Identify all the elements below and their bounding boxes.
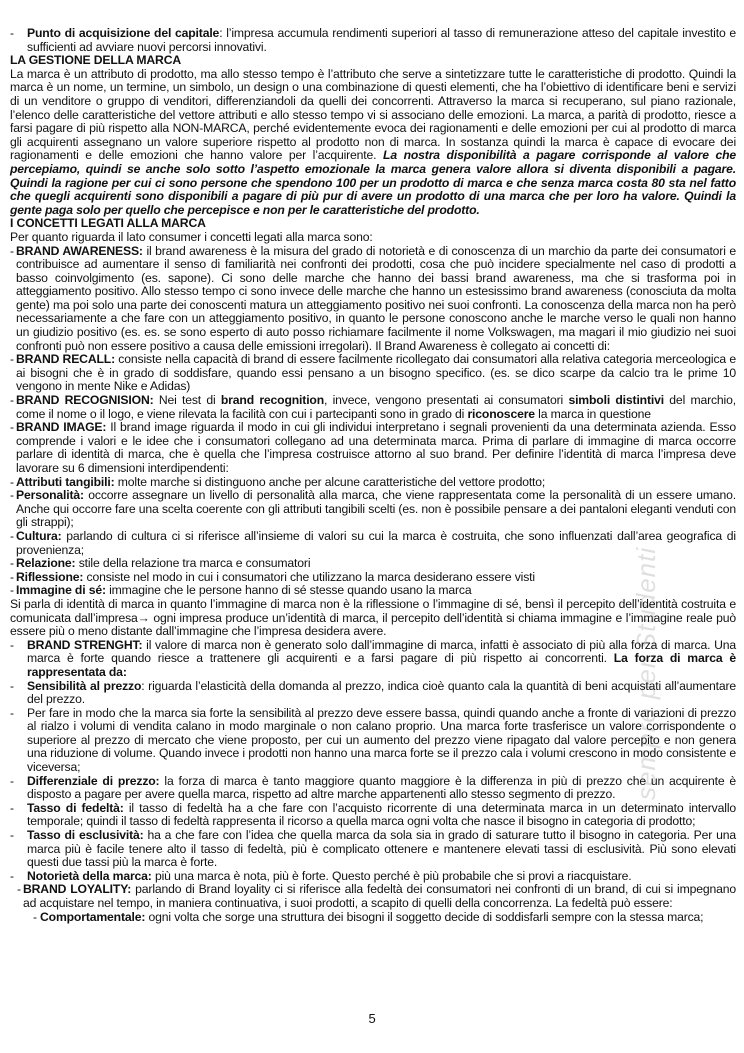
list-item: [10, 476, 736, 490]
text-run: parlando di Brand loyality ci si riferisce alla fedeltà dei consumatori nei confronti di un brand, di cui si impegnano ad acquistare nel tempo, in maniera continuativa, i suoi prodotti, a scapito di quelli della concorrenza. La fedeltà può essere:: [23, 882, 736, 910]
text-run: del marchio, come il nome o il logo, e viene rilevata la facilità con cui i partecipanti sono in grado di: [16, 393, 736, 421]
bold-text: BRAND RECOGNISION:: [16, 393, 154, 408]
list-item: [10, 421, 736, 475]
text-run: più una marca è nota, più è forte. Questo perché è più probabile che si provi a riacquistare.: [151, 868, 632, 883]
text-run: il valore di marca non è generato solo dall’immagine di marca, infatti è associato di più alla forza di marca. Una marca è forte quando riesce a trattenere gli acquirenti e a farsi pagare di più rispetto ai concorrenti.: [27, 637, 736, 666]
list-item: [10, 530, 736, 557]
text-run: : l’impresa accumula rendimenti superiori al tasso di remunerazione atteso del capitale investito e sufficienti ad avviare nuovi percorsi innovativi.: [27, 26, 737, 54]
bold-text: BRAND STRENGHT:: [27, 637, 143, 652]
bold-text: Tasso di fedeltà:: [27, 800, 124, 815]
text-run: La marca è un attributo di prodotto, ma allo stesso tempo è l’attributo che serve a sintetizzare tutte le caratteristiche di prodotto. Quindi la marca è un nome, un termine, un simbolo, un design o una combinazione di questi elementi, che ha l’obiettivo di identificare beni e servizi di un venditore o gruppo di venditori, differenziandoli da quelli dei concorrenti. Attraverso la marca si recuperano, sul piano razionale, l’elenco delle caratteristiche del vettore attributi e allo stesso tempo vi si associano delle emozioni. La marca, a parità di prodotto, riesce a farsi pagare di più rispetto alla NON-MARCA, perché evidentemente evoca dei ragionamenti e delle emozioni per cui al prodotto di marca gli acquirenti assegnano un valore superiore rispetto al prodotto non di marca. In sostanza quindi la marca è capace di evocare dei ragionamenti e delle emozioni che hanno valore per l’acquirente.: [10, 66, 736, 163]
bold-text: Notorietà della marca:: [27, 868, 152, 883]
bold-text: BRAND LOYALITY:: [23, 882, 132, 897]
bold-text: Sensibilità al prezzo: [27, 678, 142, 693]
list-item: [10, 639, 736, 680]
text-run: Per quanto riguarda il lato consumer i concetti legati alla marca sono:: [10, 229, 373, 244]
list-item: [10, 883, 736, 910]
list-item: [10, 571, 736, 585]
text-run: I CONCETTI LEGATI ALLA MARCA: [10, 216, 206, 231]
list-item: [10, 489, 736, 530]
list-item: [10, 911, 736, 925]
list-item: [10, 870, 736, 884]
list-item: [10, 584, 736, 598]
text-run: la forza di marca è tanto maggiore quanto maggiore è la differenza in più di prezzo che un acquirente è disposto a pagare per avere quella marca, rispetto ad altre marche appartenenti allo stesso segmento di prezzo.: [27, 773, 737, 802]
text-run: ha a che fare con l’idea che quella marca da sola sia in grado di saturare tutto il bisogno in categoria. Per una marca più è facile tenere alto il tasso di fedeltà, più è complicato ottenere e mantenere elevati tassi di esclusività. Più sono elevati questi due tassi più la marca è forte.: [27, 828, 736, 870]
text-run: consiste nella capacità di brand di essere facilmente ricollegato dai consumatori alla relativa categoria merceologica e ai bisogni che è in grado di soddisfare, quando essi pensano a un bisogno specifico. (es. se dico scarpe da calcio tra le prime 10 vengono in mente Nike e Adidas): [16, 352, 736, 394]
bold-text: La nostra disponibilità a pagare corrisponde al valore che percepiamo, quindi se anche solo sotto l’aspetto emozionale la marca genera valore allora si diventa disponibili a pagare. Quindi la ragione per cui ci sono persone che spendono 100 per un prodotto di marca e che senza marca costa 80 sta nel fatto che quegli acquirenti sono disponibili a pagare di più pur di avere un prodotto di una marca che per loro ha valore. Quindi la gente paga solo per quello che percepisce e non per le caratteristiche del prodotto.: [10, 148, 736, 217]
bold-text: Immagine di sé:: [16, 583, 106, 598]
bold-text: Comportamentale:: [40, 909, 146, 924]
bold-text: Cultura:: [16, 528, 62, 543]
bold-text: La forza di marca è rappresentata da:: [27, 651, 737, 679]
bold-text: Punto di acquisizione del capitale: [27, 26, 220, 40]
text-run: il brand awareness è la misura del grado di notorietà e di conoscenza di un marchio da parte dei consumatori e contribuisce ad aumentare il senso di familiarità nei confronti dei prodotti, cosa che può incidere specialmente nel caso di prodotti a basso coinvolgimento (es. sapone). Ci sono delle marche che hanno dei bassi brand awareness, ma che si trasforma poi in atteggiamento positivo. Allo stesso tempo ci sono invece delle marche che hanno un estesissimo brand awareness (conosciuta da molta gente) ma poi solo una parte dei conoscenti matura un atteggiamento positivo nei suoi confronti. La conoscenza della marca non ha però necessariamente a che fare con un atteggiamento positivo, in quanto le persone conoscono anche le marche verso le quali non hanno un giudizio positivo (es. es. se sono esperto di auto posso richiamare facilmente il nome Volkswagen, ma magari il mio giudizio nei suoi confronti può non essere positivo a causa delle emissioni irregolari). Il Brand Awareness è collegato ai concetti di:: [16, 243, 736, 353]
document-body: [10, 27, 736, 924]
paragraph: [10, 231, 736, 245]
list-item: [10, 775, 736, 802]
text-run: LA GESTIONE DELLA MARCA: [10, 53, 182, 68]
list-item: [10, 27, 736, 54]
bold-text: BRAND IMAGE:: [16, 420, 107, 435]
text-run: immagine che le persone hanno di sé stesse quando usano la marca: [105, 583, 472, 598]
text-run: stile della relazione tra marca e consumatori: [75, 556, 311, 571]
text-run: Nei test di: [153, 393, 221, 408]
text-run: consiste nel modo in cui i consumatori che utilizzano la marca desiderano essere visti: [83, 569, 535, 584]
text-run: : riguarda l’elasticità della domanda al prezzo, indica cioè quanto cala la quantità di beni acquistati all’aumentare del prezzo.: [27, 678, 736, 707]
bold-text: Riflessione:: [16, 569, 84, 584]
text-run: occorre assegnare un livello di personalità alla marca, che viene rappresentata come la personalità di un essere umano. Anche qui occorre fare una scelta coerente con gli attributi tangibili scelti (es. non è possibile pensare a dei pantaloni eleganti venduti con gli strappi);: [16, 488, 736, 530]
text-run: , invece, vengono presentati ai consumatori: [324, 393, 569, 408]
bold-text: BRAND AWARENESS:: [16, 243, 143, 258]
bold-text: Personalità:: [16, 488, 84, 503]
list-item: [10, 245, 736, 354]
bold-text: riconoscere: [467, 406, 535, 421]
list-item: [10, 394, 736, 421]
text-run: la marca in questione: [534, 406, 651, 421]
page-number: 5: [368, 1011, 376, 1026]
text-run: Per fare in modo che la marca sia forte la sensibilità al prezzo deve essere bassa, quindi quando anche a fronte di variazioni di prezzo al rialzo i volumi di vendita calano in modo marginale o non calano proprio. Una marca forte trasferisce un valore corrispondente o superiore al prezzo di mercato che viene proposto, per cui un aumento del prezzo viene ripagato dal valore percepito e non genera una riduzione di volume. Quando invece i prodotti non hanno una marca forte se il prezzo cala i volumi crescono in modo consistente e viceversa;: [27, 705, 736, 775]
text-run: ogni volta che sorge una struttura dei bisogni il soggetto decide di soddisfarli sempre con la stessa marca;: [145, 909, 704, 924]
section-heading: [10, 54, 736, 68]
paragraph: [10, 598, 736, 639]
text-run: Il brand image riguarda il modo in cui gli individui interpretano i segnali provenienti da una determinata azienda. Esso comprende i valori e le idee che i consumatori collegano ad una determinata marca. Prima di parlare di immagine di marca occorre parlare di identità di marca, che è quella che l’impresa costruisce attorno al suo brand. Per definire l’identità di marca l’impresa deve lavorare su 6 dimensioni interdipendenti:: [16, 420, 736, 475]
bold-text: brand recognition: [220, 393, 325, 408]
text-run: il tasso di fedeltà ha a che fare con l’acquisto ricorrente di una determinata marca in un determinato intervallo temporale; quindi il tasso di fedeltà rappresenta il ricorso a quella marca ogni volta che nasce il bisogno in categoria di prodotto;: [27, 800, 737, 829]
bold-text: Differenziale di prezzo:: [27, 773, 160, 788]
bold-text: Tasso di esclusività:: [27, 828, 144, 843]
watermark: sempre per Studenti: [631, 546, 661, 800]
list-item: [10, 557, 736, 571]
bold-text: Attributi tangibili:: [16, 474, 115, 489]
section-heading: [10, 217, 736, 231]
list-item: [10, 680, 736, 707]
list-item: [10, 707, 736, 775]
text-run: molte marche si distinguono anche per alcune caratteristiche del vettore prodotto;: [114, 474, 546, 489]
bold-text: Relazione:: [16, 556, 76, 571]
bold-text: BRAND RECALL:: [16, 352, 115, 367]
list-item: [10, 353, 736, 394]
paragraph: [10, 68, 736, 218]
list-item: [10, 829, 736, 870]
list-item: [10, 802, 736, 829]
text-run: Si parla di identità di marca in quanto l’immagine di marca non è la riflessione o l’immagine di sé, bensì il percepito dell’identità costruita e comunicata dall’impresa→ ogni impresa produce un’identità di marca, il percepito dell’identità si chiama immagine e l’immagine reale può essere più o meno distante dall’immagine che l’impresa desidera avere.: [10, 596, 736, 639]
bold-text: simboli distintivi: [568, 393, 664, 408]
text-run: parlando di cultura ci si riferisce all’insieme di valori su cui la marca è costruita, che sono influenzati dall’area geografica di provenienza;: [16, 528, 736, 557]
